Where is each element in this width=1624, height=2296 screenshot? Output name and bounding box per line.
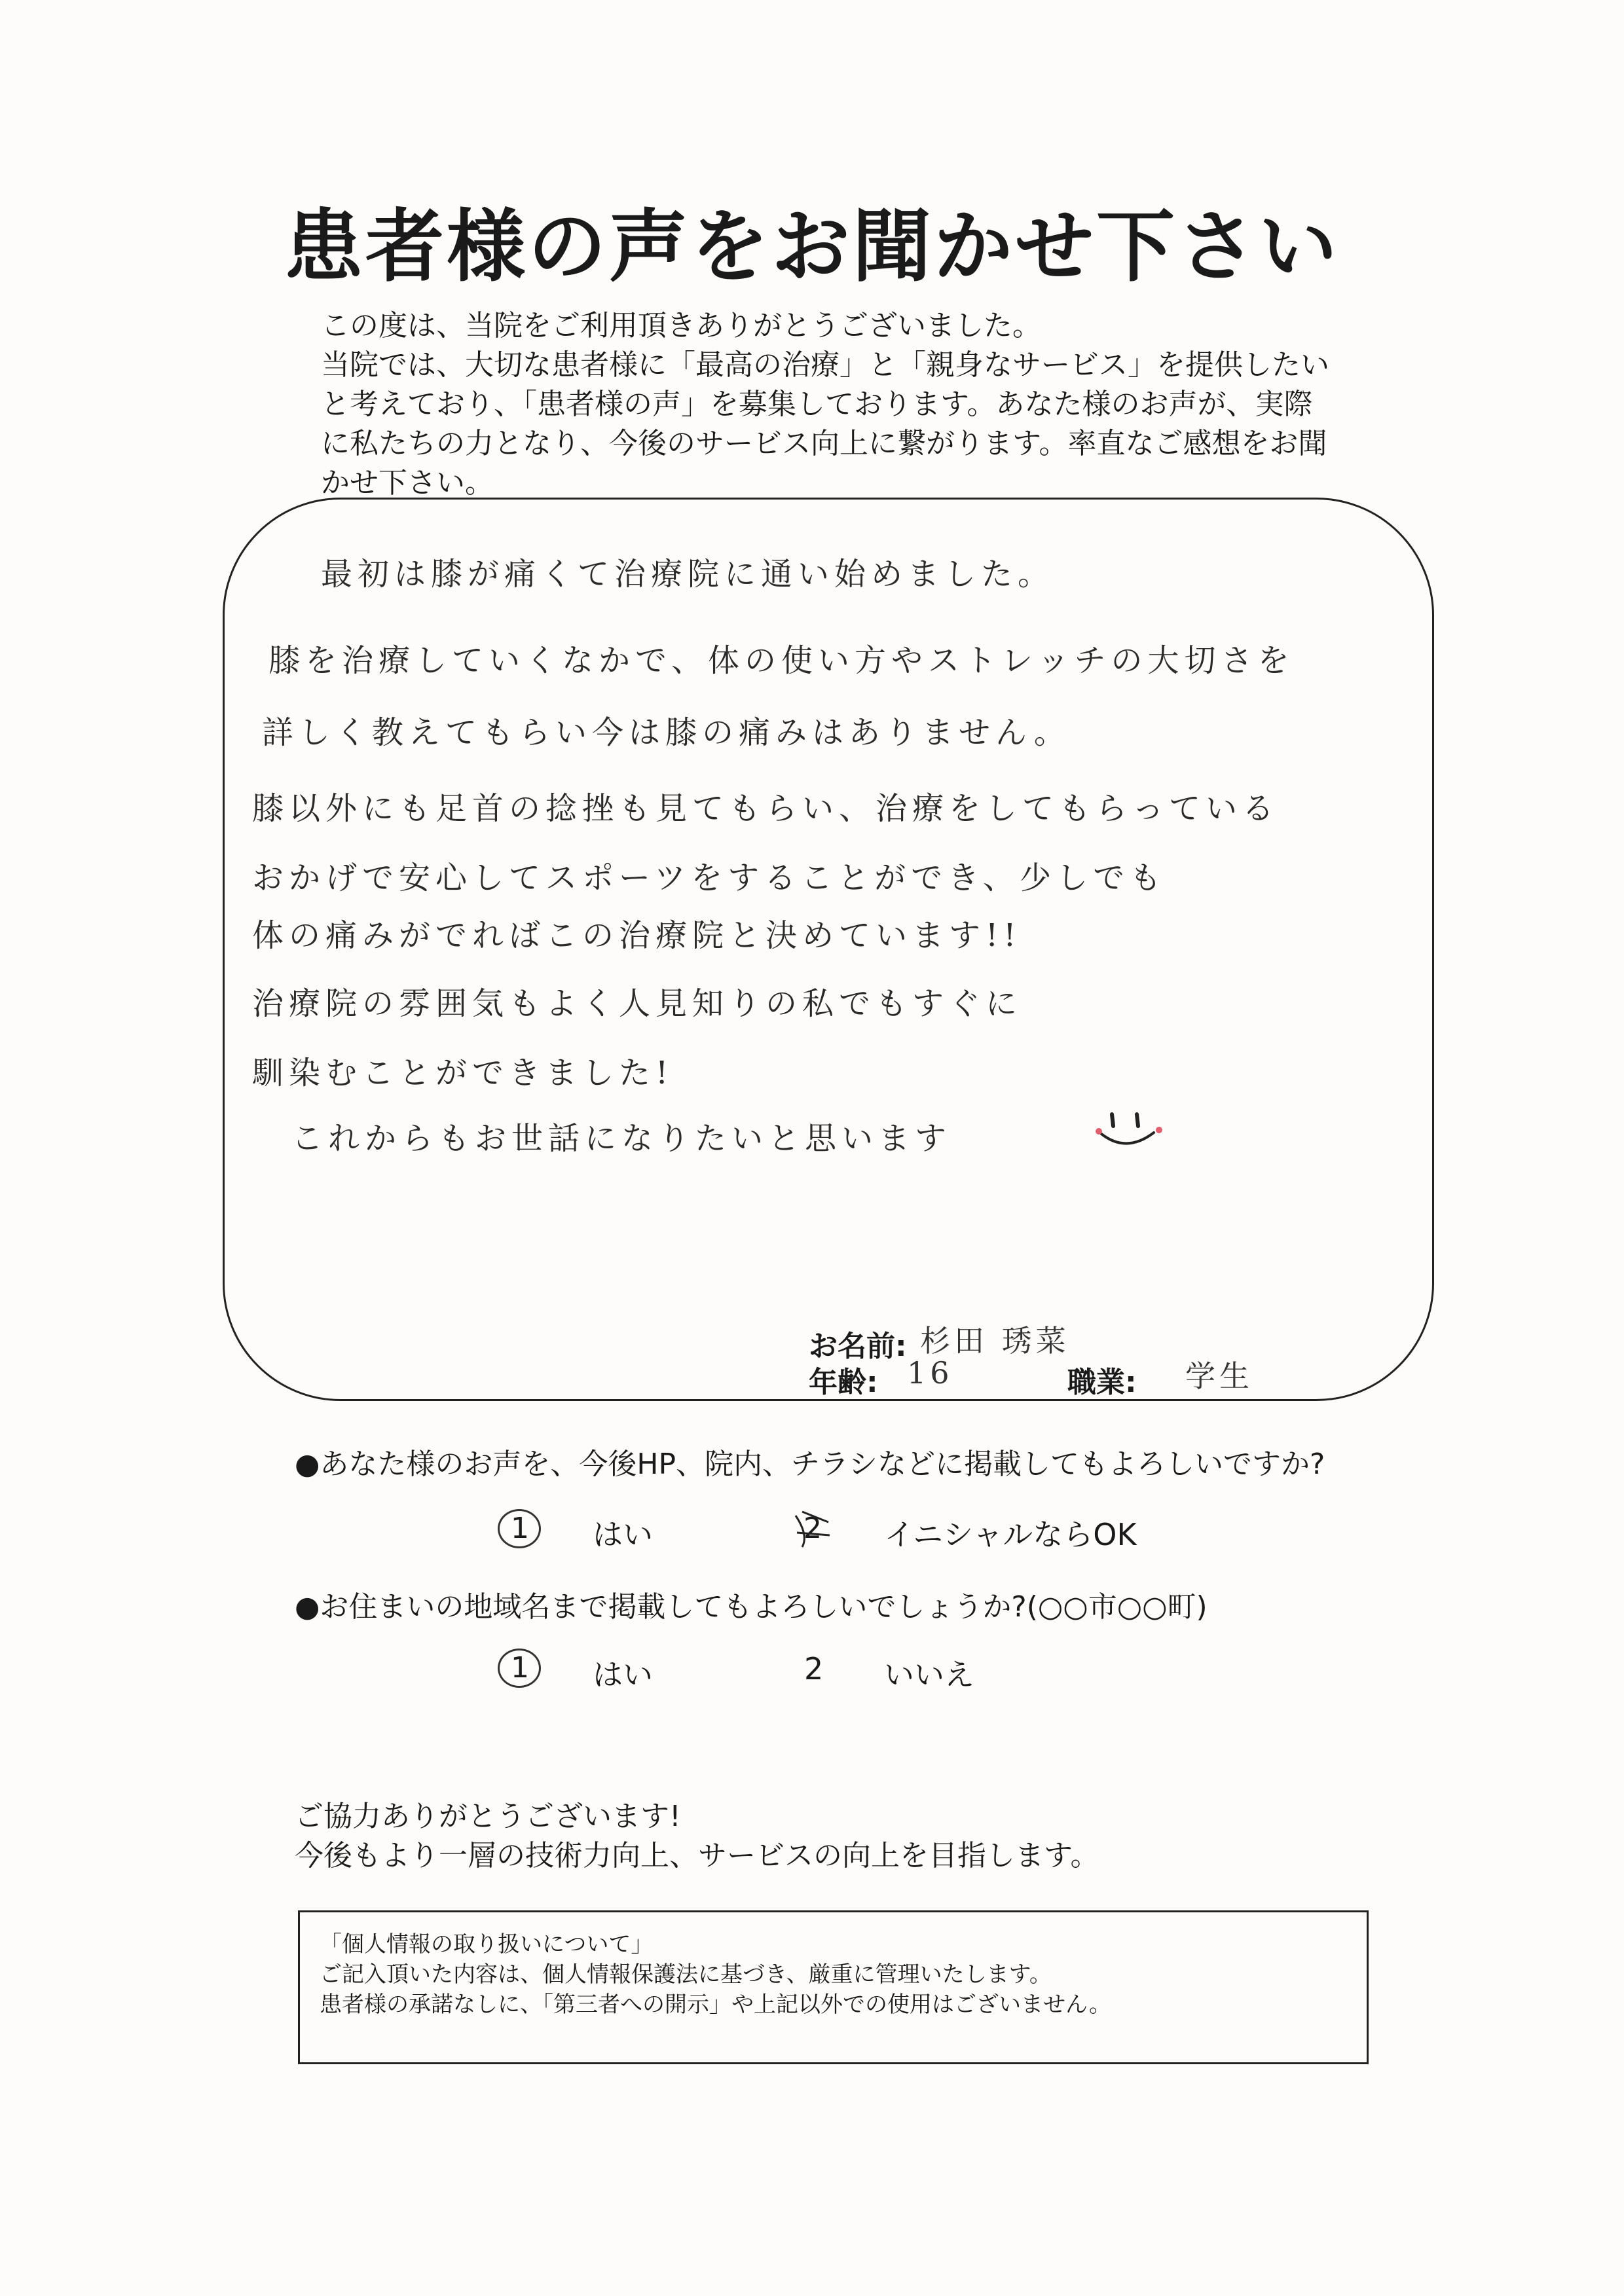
handwritten-line: 最初は膝が痛くて治療院に通い始めました。	[321, 556, 1055, 592]
job-label: 職業:	[1067, 1366, 1137, 1399]
smiley-icon	[1094, 1106, 1166, 1152]
intro-text	[321, 306, 1395, 503]
intro-line: この度は、当院をご利用頂きありがとうございました。	[321, 309, 1041, 342]
name-label: お名前:	[809, 1330, 907, 1363]
handwritten-line: 詳しく教えてもらい今は膝の痛みはありません。	[262, 714, 1071, 751]
handwritten-line: 馴染むことができました!	[252, 1055, 674, 1091]
option-number: 1	[511, 1512, 529, 1545]
handwritten-line: 膝以外にも足首の捻挫も見てもらい、治療をしてもらっている	[252, 790, 1280, 827]
q2-option-2-number[interactable]: 2	[804, 1651, 824, 1686]
question-2: ●お住まいの地域名まで掲載してもよろしいでしょうか?(○○市○○町)	[295, 1590, 1208, 1624]
thanks-line: ご協力ありがとうございます!	[295, 1800, 681, 1833]
intro-line: に私たちの力となり、今後のサービス向上に繋がります。率直なご感想をお聞	[321, 427, 1327, 460]
q1-option-2-marker[interactable]	[789, 1509, 835, 1551]
page-title: 患者様の声をお聞かせ下さい	[284, 202, 1340, 293]
intro-line: 当院では、大切な患者様に「最高の治療」と「親身なサービス」を提供したい	[321, 348, 1329, 382]
name-value: 杉田 琇菜	[920, 1323, 1070, 1358]
age-value: 16	[907, 1355, 953, 1391]
privacy-line: 「個人情報の取り扱いについて」	[320, 1931, 654, 1958]
intro-line: と考えており、「患者様の声」を募集しております。あなた様のお声が、実際	[321, 388, 1313, 421]
age-label: 年齢:	[809, 1366, 878, 1399]
q1-option-2-label: イニシャルならOK	[884, 1517, 1137, 1552]
handwritten-line: これからもお世話になりたいと思います	[291, 1120, 952, 1157]
thanks-line: 今後もより一層の技術力向上、サービスの向上を目指します。	[295, 1839, 1099, 1872]
privacy-line: 患者様の承諾なしに、「第三者への開示」や上記以外での使用はございません。	[320, 1992, 1112, 2018]
job-value: 学生	[1185, 1358, 1253, 1394]
handwritten-line: 膝を治療していくなかで、体の使い方やストレッチの大切さを	[268, 642, 1295, 679]
handwritten-line: 治療院の雰囲気もよく人見知りの私でもすぐに	[252, 985, 1023, 1022]
option-number: 1	[511, 1651, 529, 1685]
question-1: ●あなた様のお声を、今後HP、院内、チラシなどに掲載してもよろしいですか?	[295, 1448, 1325, 1481]
q2-option-1-marker[interactable]	[498, 1649, 544, 1690]
privacy-notice	[298, 1910, 1369, 2064]
handwritten-line: 体の痛みがでればこの治療院と決めています!!	[252, 917, 1022, 954]
handwritten-line: おかげで安心してスポーツをすることができ、少しでも	[252, 860, 1167, 896]
q2-option-1-label: はい	[593, 1657, 653, 1692]
scribble-mark-icon	[789, 1509, 835, 1551]
thanks-text	[295, 1797, 1099, 1876]
intro-line: かせ下さい。	[321, 466, 494, 500]
q1-option-1-marker[interactable]	[498, 1509, 544, 1551]
privacy-line: ご記入頂いた内容は、個人情報保護法に基づき、厳重に管理いたします。	[320, 1961, 1052, 1988]
q1-option-1-label: はい	[593, 1517, 653, 1552]
option-number: 2	[803, 1512, 822, 1545]
q2-option-2-label: いいえ	[884, 1657, 974, 1692]
